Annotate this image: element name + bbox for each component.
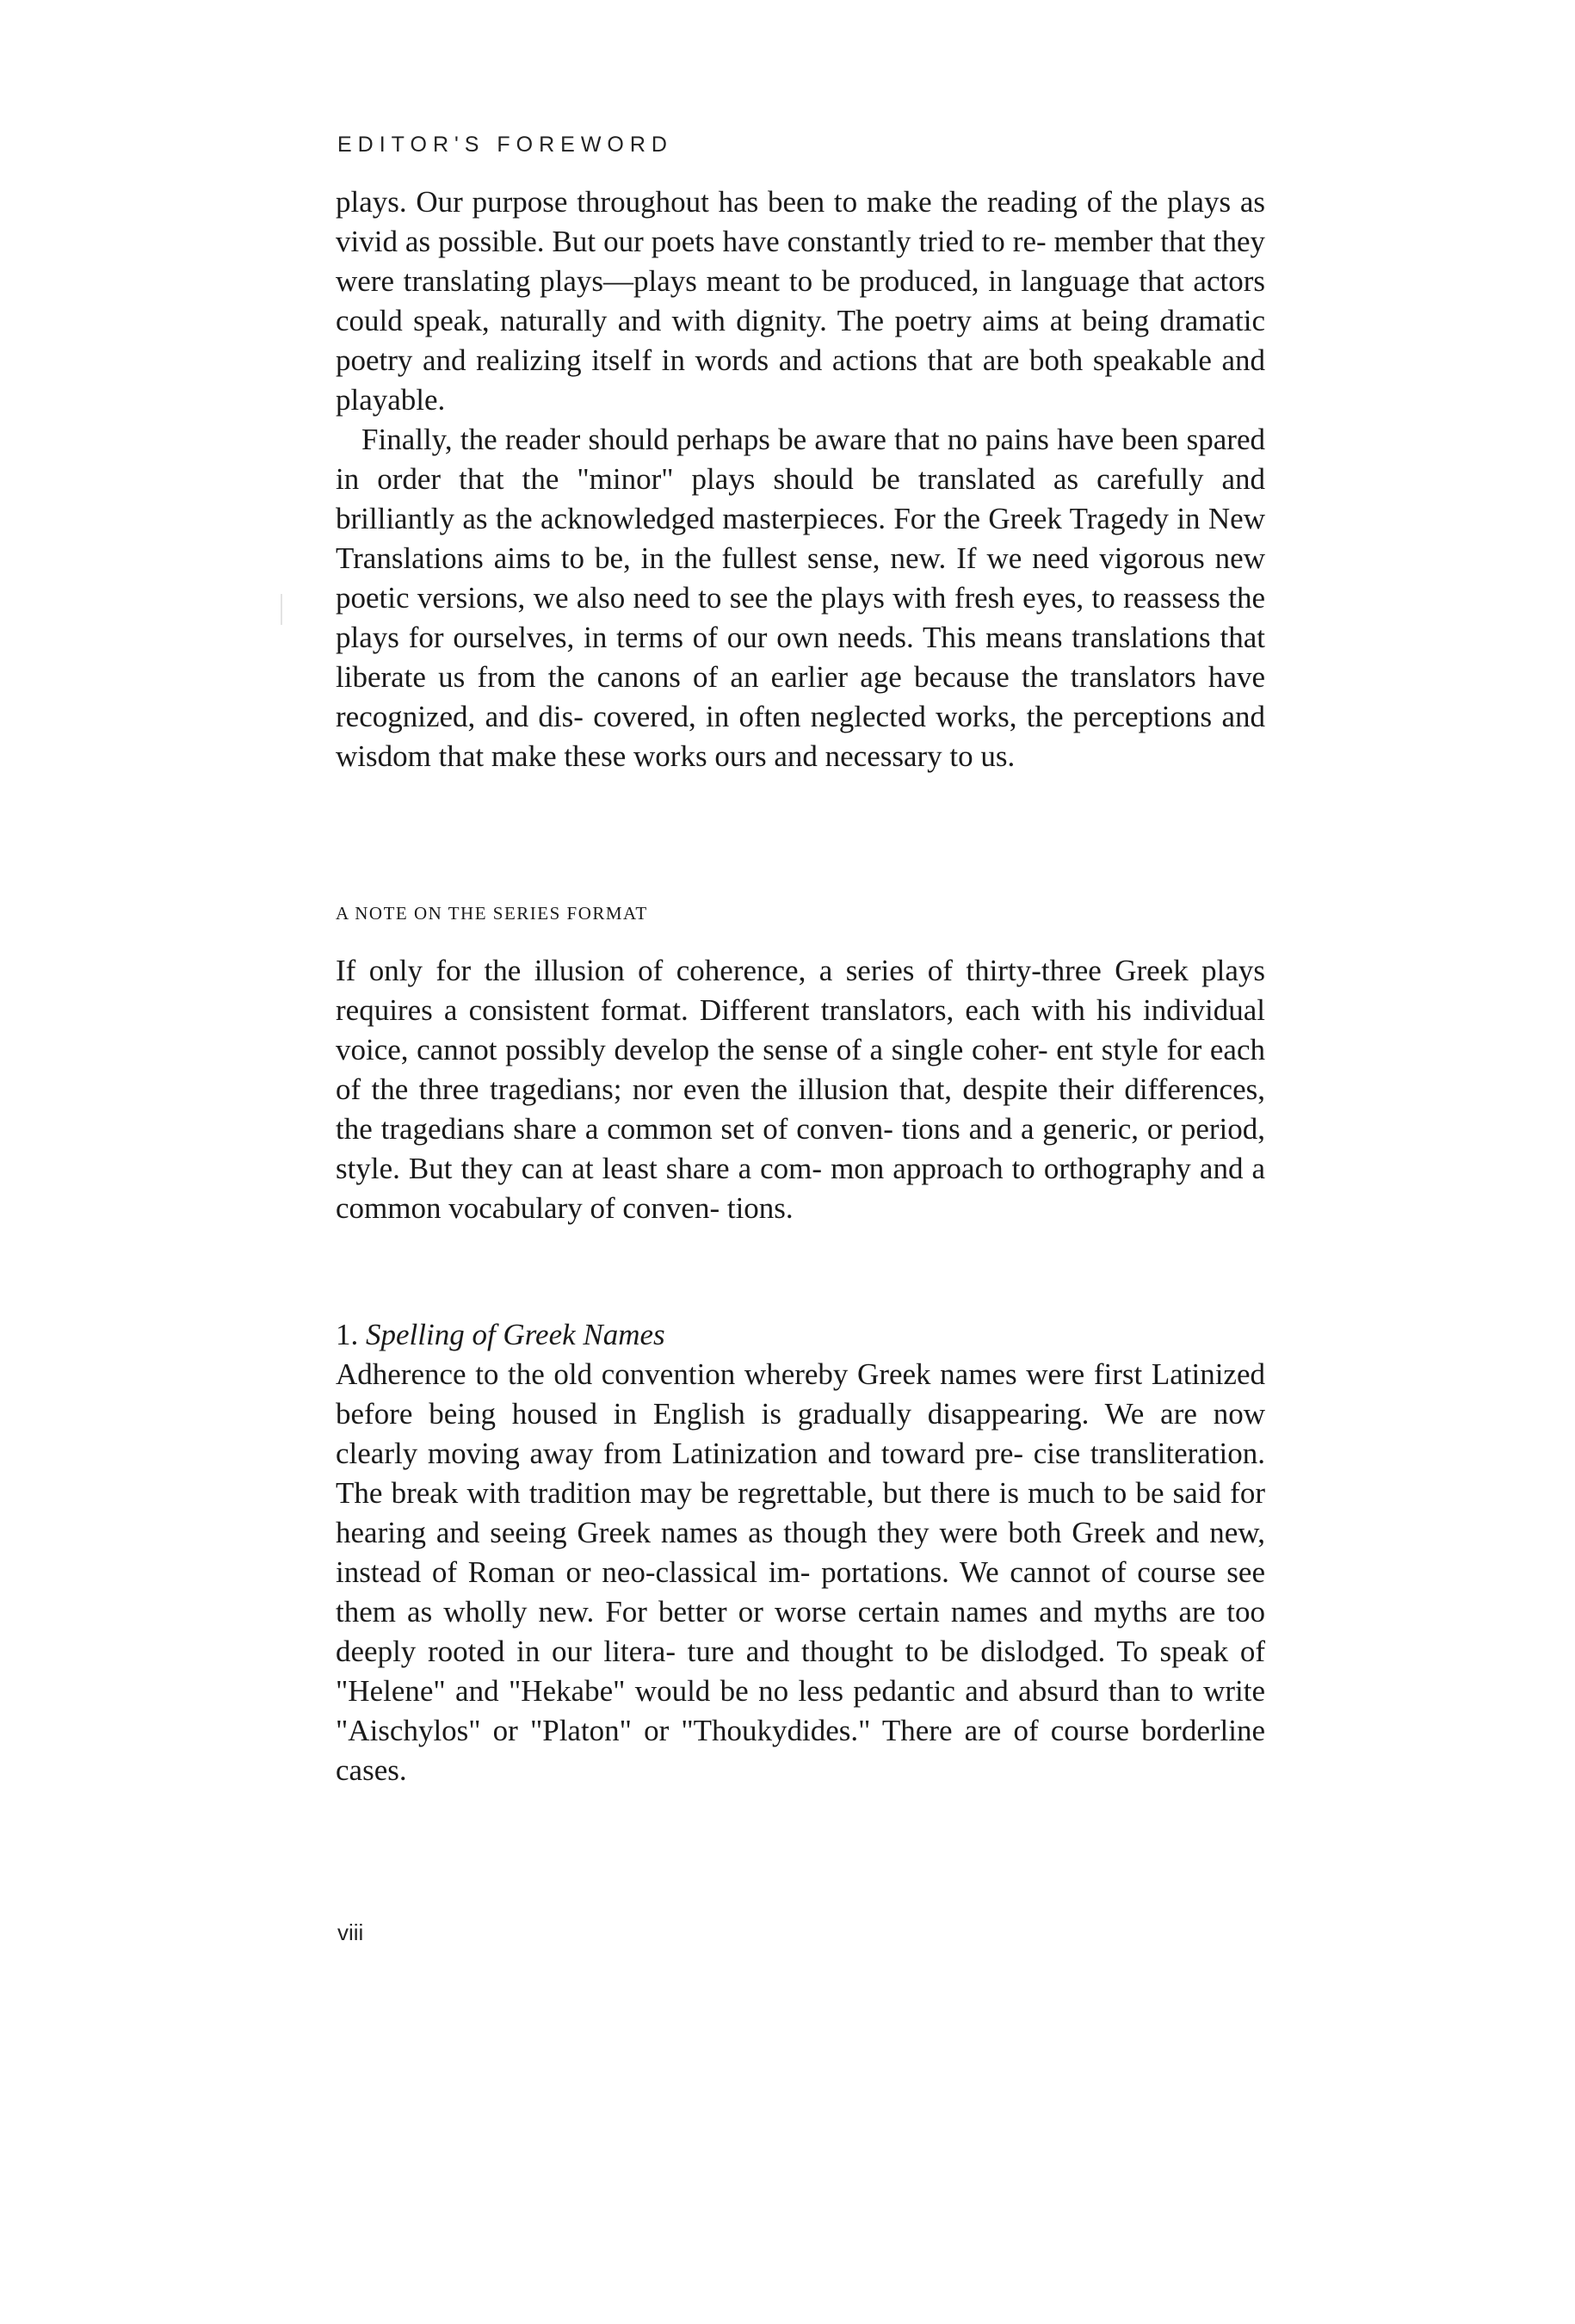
page-number: viii <box>337 1919 364 1945</box>
subsection-title: Spelling of Greek Names <box>366 1318 665 1351</box>
body-text <box>336 182 1265 1787</box>
subsection-number: 1. <box>336 1318 359 1351</box>
running-head: EDITOR'S FOREWORD <box>337 133 673 157</box>
section-spelling <box>336 1315 1265 1790</box>
section-heading-series-format: A NOTE ON THE SERIES FORMAT <box>336 903 648 924</box>
paragraph-finally: Finally, the reader should perhaps be aware that no pains have been spared in order that the "minor" plays should be translated as carefully and brilliantly as the acknowledged masterpieces. For the Greek Tragedy in New Translations aims to be, in the fullest sense, new. If we need vigorous new poetic versions, we also need to see the plays with fresh eyes, to reassess the plays for ourselves, in terms of our own needs. This means translations that liberate us from the canons of an earlier age because the translators have recognized, and dis- covered, in often neglected works, the perceptions and wisdom that make these works ours and necessary to us. <box>336 423 1265 773</box>
margin-mark <box>281 594 282 625</box>
paragraph-format: If only for the illusion of coherence, a series of thirty-three Greek plays requires a consistent format. Different translators, each with his individual voice, cannot possibly develop the sense of a single coher- ent style for each of the three tragedians; nor even the illusion that, despite their differences, the tragedians share a common set of conven- tions and a generic, or period, style. But they can at least share a com- mon approach to orthography and a common vocabulary of conven- tions. <box>336 954 1265 1225</box>
paragraph-spelling: Adherence to the old convention whereby Greek names were first Latinized before being housed in English is gradually disappearing. We are now clearly moving away from Latinization and toward pre- cise transliteration. The break with tradition may be regrettable, but there is much to be said for hearing and seeing Greek names as though they were both Greek and new, instead of Roman or neo-classical im- portations. We cannot of course see them as wholly new. For better or worse certain names and myths are too deeply rooted in our litera- ture and thought to be dislodged. To speak of "Helene" and "Hekabe" would be no less pedantic and absurd than to write "Aischylos" or "Platon" or "Thoukydides." There are of course borderline cases. <box>336 1357 1265 1787</box>
paragraph-continued: plays. Our purpose throughout has been to make the reading of the plays as vivid as possible. But our poets have constantly tried to re- member that they were translating plays—plays meant to be produced, in language that actors could speak, naturally and with dignity. The poetry aims at being dramatic poetry and realizing itself in words and actions that are both speakable and playable. <box>336 185 1265 417</box>
section-series-format <box>336 951 1265 1228</box>
subsection-heading <box>336 1315 1265 1355</box>
